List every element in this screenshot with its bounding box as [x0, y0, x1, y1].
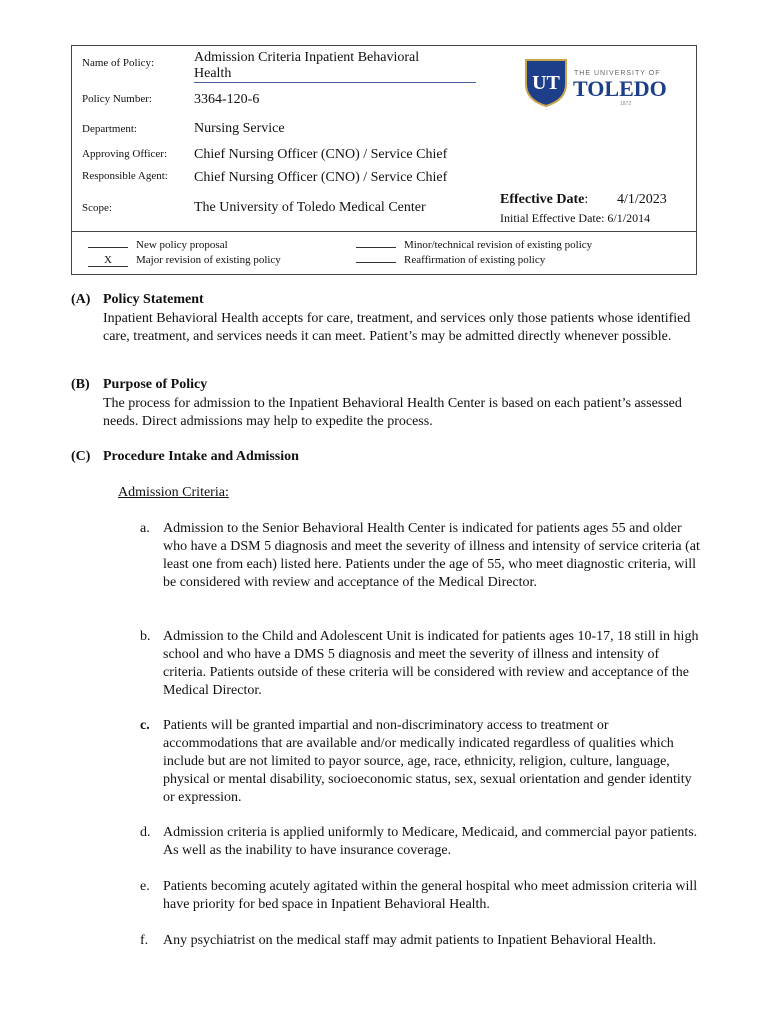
- scope-value: The University of Toledo Medical Center: [194, 200, 426, 215]
- svg-text:1872: 1872: [620, 101, 632, 107]
- check-blank: [356, 247, 396, 248]
- initial-effective-date: [500, 211, 650, 226]
- effective-date: Effective Date: 4/1/2023: [500, 192, 667, 207]
- check-blank: X: [88, 254, 128, 267]
- list-item: c. Patients will be granted impartial and non-discriminatory access to treatment or accommodations that are available and/or medically indicated regardless of qualities which include but are not limited to payor source, age, race, ethnicity, religion, culture, language, physical or mental disability, socioeconomic status, sex, sexual orientation and gender identity or expression.: [140, 718, 692, 805]
- approving-officer-label: Approving Officer:: [82, 148, 168, 160]
- policy-header-box: [71, 45, 697, 275]
- admission-criteria-subheading: Admission Criteria:: [118, 485, 229, 500]
- section-b-body: The process for admission to the Inpatient Behavioral Health Center is based on each patient’s assessed needs. Direct admissions may help to expedite the process.: [103, 396, 682, 429]
- svg-text:UT: UT: [532, 72, 560, 94]
- department-value: Nursing Service: [194, 121, 285, 136]
- svg-text:TOLEDO: TOLEDO: [573, 76, 667, 101]
- check-blank: [88, 247, 128, 248]
- header-divider: [72, 231, 696, 232]
- check-new-policy: New policy proposal: [88, 239, 228, 251]
- initial-effective-value: 6/1/2014: [607, 211, 651, 225]
- university-of-toledo-logo: [524, 58, 674, 108]
- section-b-heading: (B) Purpose of Policy: [71, 377, 208, 392]
- policy-number-label: Policy Number:: [82, 93, 152, 105]
- responsible-agent-value: Chief Nursing Officer (CNO) / Service Chief: [194, 170, 448, 185]
- policy-name-line1: Admission Criteria Inpatient Behavioral: [194, 50, 420, 65]
- policy-number-value: 3364-120-6: [194, 92, 260, 107]
- scope-label: Scope:: [82, 202, 112, 214]
- list-item: d. Admission criteria is applied uniformly to Medicare, Medicaid, and commercial payor patients. As well as the inability to have insurance coverage.: [140, 825, 698, 858]
- responsible-agent-label: Responsible Agent:: [82, 170, 168, 182]
- check-minor-revision: Minor/technical revision of existing policy: [356, 239, 592, 251]
- section-a-heading: (A) Policy Statement: [71, 292, 204, 307]
- section-c-heading: (C) Procedure Intake and Admission: [71, 449, 299, 464]
- effective-date-value: 4/1/2023: [617, 192, 667, 207]
- name-of-policy-value: [194, 50, 476, 83]
- check-reaffirmation: Reaffirmation of existing policy: [356, 254, 545, 266]
- initial-effective-label: Initial Effective Date:: [500, 211, 605, 225]
- section-a-body: Inpatient Behavioral Health accepts for care, treatment, and services only those patients whose identified care, treatment, and services needs it can meet. Patient’s may be admitted directly whenever possible.: [103, 311, 691, 344]
- check-blank: [356, 262, 396, 263]
- list-item: b. Admission to the Child and Adolescent Unit is indicated for patients ages 10-17, 18 still in high school and who have a DMS 5 diagnosis and meet the severity of illness and intensity of criteria. Patients outside of these criteria will be considered with review and acceptance of the Medical Director.: [140, 629, 699, 698]
- effective-date-label: Effective Date: [500, 192, 585, 207]
- list-item: a. Admission to the Senior Behavioral Health Center is indicated for patients ages 55 and older who have a DSM 5 diagnosis and meet the severity of illness and intensity of service criteria (at least one from each) listed here. Patients under the age of 55, who meet diagnostic criteria, will be considered with review and acceptance of the Medical Director.: [140, 521, 700, 590]
- check-major-revision: X Major revision of existing policy: [88, 254, 281, 267]
- department-label: Department:: [82, 123, 137, 135]
- list-item: f. Any psychiatrist on the medical staff may admit patients to Inpatient Behavioral Health.: [140, 933, 657, 948]
- policy-name-line2: Health: [194, 66, 232, 81]
- approving-officer-value: Chief Nursing Officer (CNO) / Service Chief: [194, 147, 448, 162]
- svg-text:THE UNIVERSITY OF: THE UNIVERSITY OF: [574, 70, 661, 77]
- name-of-policy-label: Name of Policy:: [82, 57, 155, 69]
- list-item: e. Patients becoming acutely agitated within the general hospital who meet admission criteria will have priority for bed space in Inpatient Behavioral Health.: [140, 879, 698, 912]
